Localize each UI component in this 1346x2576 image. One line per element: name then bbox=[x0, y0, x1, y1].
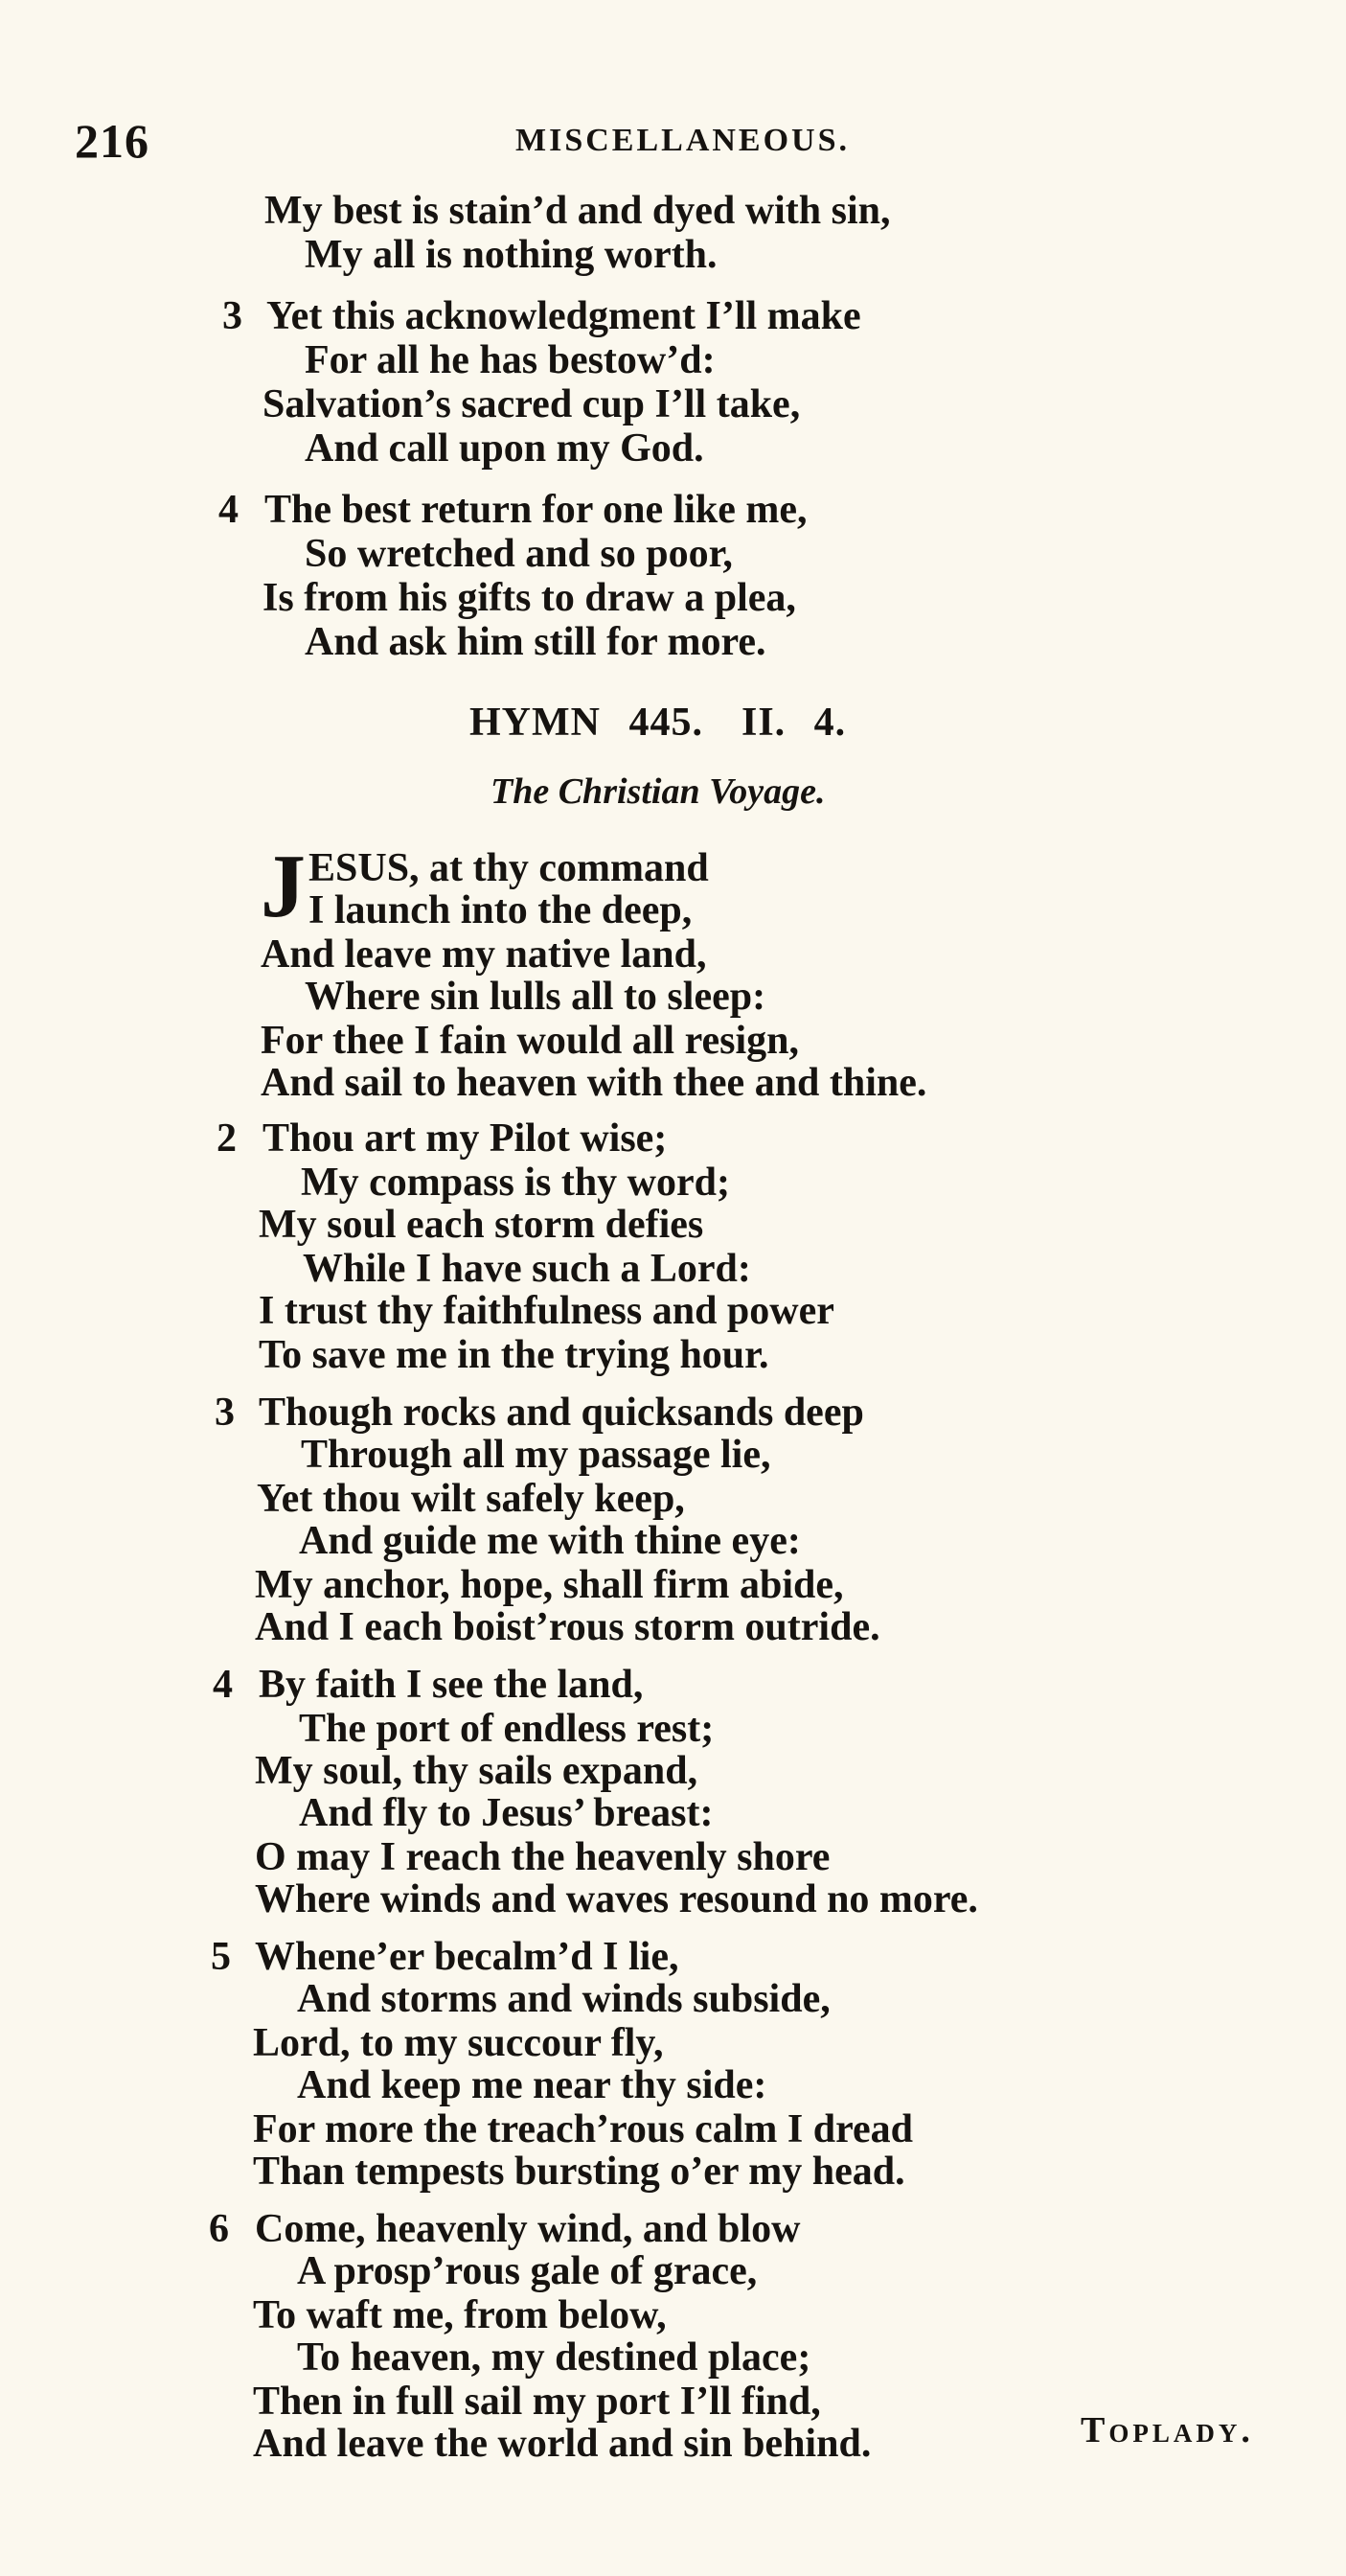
running-head: MISCELLANEOUS. bbox=[515, 123, 851, 158]
verse-number: 2 bbox=[217, 1116, 237, 1161]
page-number: 216 bbox=[75, 114, 149, 168]
verse-line: Thou art my Pilot wise; bbox=[262, 1116, 668, 1161]
verse-line: My soul each storm defies bbox=[259, 1203, 704, 1247]
verse-line: ESUS, at thy command bbox=[308, 846, 709, 890]
verse-number: 6 bbox=[209, 2207, 229, 2251]
verse-line: For all he has bestow’d: bbox=[305, 338, 716, 382]
verse-line: For thee I fain would all resign, bbox=[261, 1019, 799, 1063]
verse-line: O may I reach the heavenly shore bbox=[255, 1835, 831, 1879]
verse-number: 4 bbox=[213, 1663, 233, 1707]
verse-line: And storms and winds subside, bbox=[297, 1977, 831, 2021]
verse-line: Salvation’s sacred cup I’ll take, bbox=[262, 382, 801, 426]
verse-line: Through all my passage lie, bbox=[301, 1433, 771, 1477]
verse-line: Lord, to my succour fly, bbox=[253, 2021, 664, 2065]
verse-line: Than tempests bursting o’er my head. bbox=[253, 2150, 905, 2194]
verse-line: And I each boist’rous storm outride. bbox=[255, 1605, 880, 1649]
verse-line: Whene’er becalm’d I lie, bbox=[255, 1935, 679, 1979]
verse-line: The port of endless rest; bbox=[299, 1707, 715, 1751]
verse-line: Then in full sail my port I’ll find, bbox=[253, 2380, 821, 2424]
verse-line: Come, heavenly wind, and blow bbox=[255, 2207, 801, 2251]
verse-line: A prosp’rous gale of grace, bbox=[297, 2249, 758, 2293]
hymn-number: HYMN 445. bbox=[469, 701, 703, 745]
verse-line: My anchor, hope, shall firm abide, bbox=[255, 1563, 844, 1607]
verse-line: And leave my native land, bbox=[261, 932, 707, 977]
verse-line: And ask him still for more. bbox=[305, 620, 766, 664]
drop-cap: J bbox=[261, 837, 306, 936]
verse-line: And leave the world and sin behind. bbox=[253, 2422, 872, 2466]
verse-number: 5 bbox=[211, 1935, 231, 1979]
hymn-heading bbox=[469, 700, 846, 746]
verse-line: Where winds and waves resound no more. bbox=[255, 1877, 978, 1921]
verse-line: Is from his gifts to draw a plea, bbox=[262, 576, 796, 620]
verse-line: Where sin lulls all to sleep: bbox=[305, 975, 766, 1019]
verse-line: While I have such a Lord: bbox=[303, 1247, 751, 1291]
verse-line: To save me in the trying hour. bbox=[259, 1333, 769, 1377]
verse-number: 3 bbox=[222, 294, 242, 338]
verse-line: And guide me with thine eye: bbox=[299, 1519, 801, 1563]
verse-line: For more the treach’rous calm I dread bbox=[253, 2107, 914, 2151]
verse-number: 4 bbox=[218, 488, 239, 532]
verse-line: Yet this acknowledgment I’ll make bbox=[266, 294, 861, 338]
verse-line: My compass is thy word; bbox=[301, 1161, 730, 1205]
verse-number: 3 bbox=[215, 1391, 235, 1435]
verse-line: By faith I see the land, bbox=[259, 1663, 644, 1707]
verse-line: My soul, thy sails expand, bbox=[255, 1749, 698, 1793]
verse-line: Though rocks and quicksands deep bbox=[259, 1391, 864, 1435]
verse-line: And fly to Jesus’ breast: bbox=[299, 1791, 714, 1835]
verse-line: And keep me near thy side: bbox=[297, 2063, 767, 2107]
hymn-author: Toplady. bbox=[1081, 2410, 1254, 2450]
verse-line: I trust thy faithfulness and power bbox=[259, 1289, 834, 1333]
verse-line: I launch into the deep, bbox=[308, 888, 693, 932]
verse-line: To heaven, my destined place; bbox=[297, 2335, 811, 2380]
page-header bbox=[75, 113, 1272, 171]
verse-line: The best return for one like me, bbox=[264, 488, 808, 532]
verse-line: Yet thou wilt safely keep, bbox=[257, 1477, 685, 1521]
hymn-meter: II. 4. bbox=[741, 701, 847, 745]
verse-line: To waft me, from below, bbox=[253, 2293, 667, 2337]
verse-line: And sail to heaven with thee and thine. bbox=[261, 1061, 927, 1105]
verse-line: My best is stain’d and dyed with sin, bbox=[264, 189, 891, 233]
hymn-subtitle: The Christian Voyage. bbox=[490, 771, 826, 812]
verse-line: So wretched and so poor, bbox=[305, 532, 733, 576]
verse-line: And call upon my God. bbox=[305, 426, 704, 471]
verse-line: My all is nothing worth. bbox=[305, 233, 718, 277]
